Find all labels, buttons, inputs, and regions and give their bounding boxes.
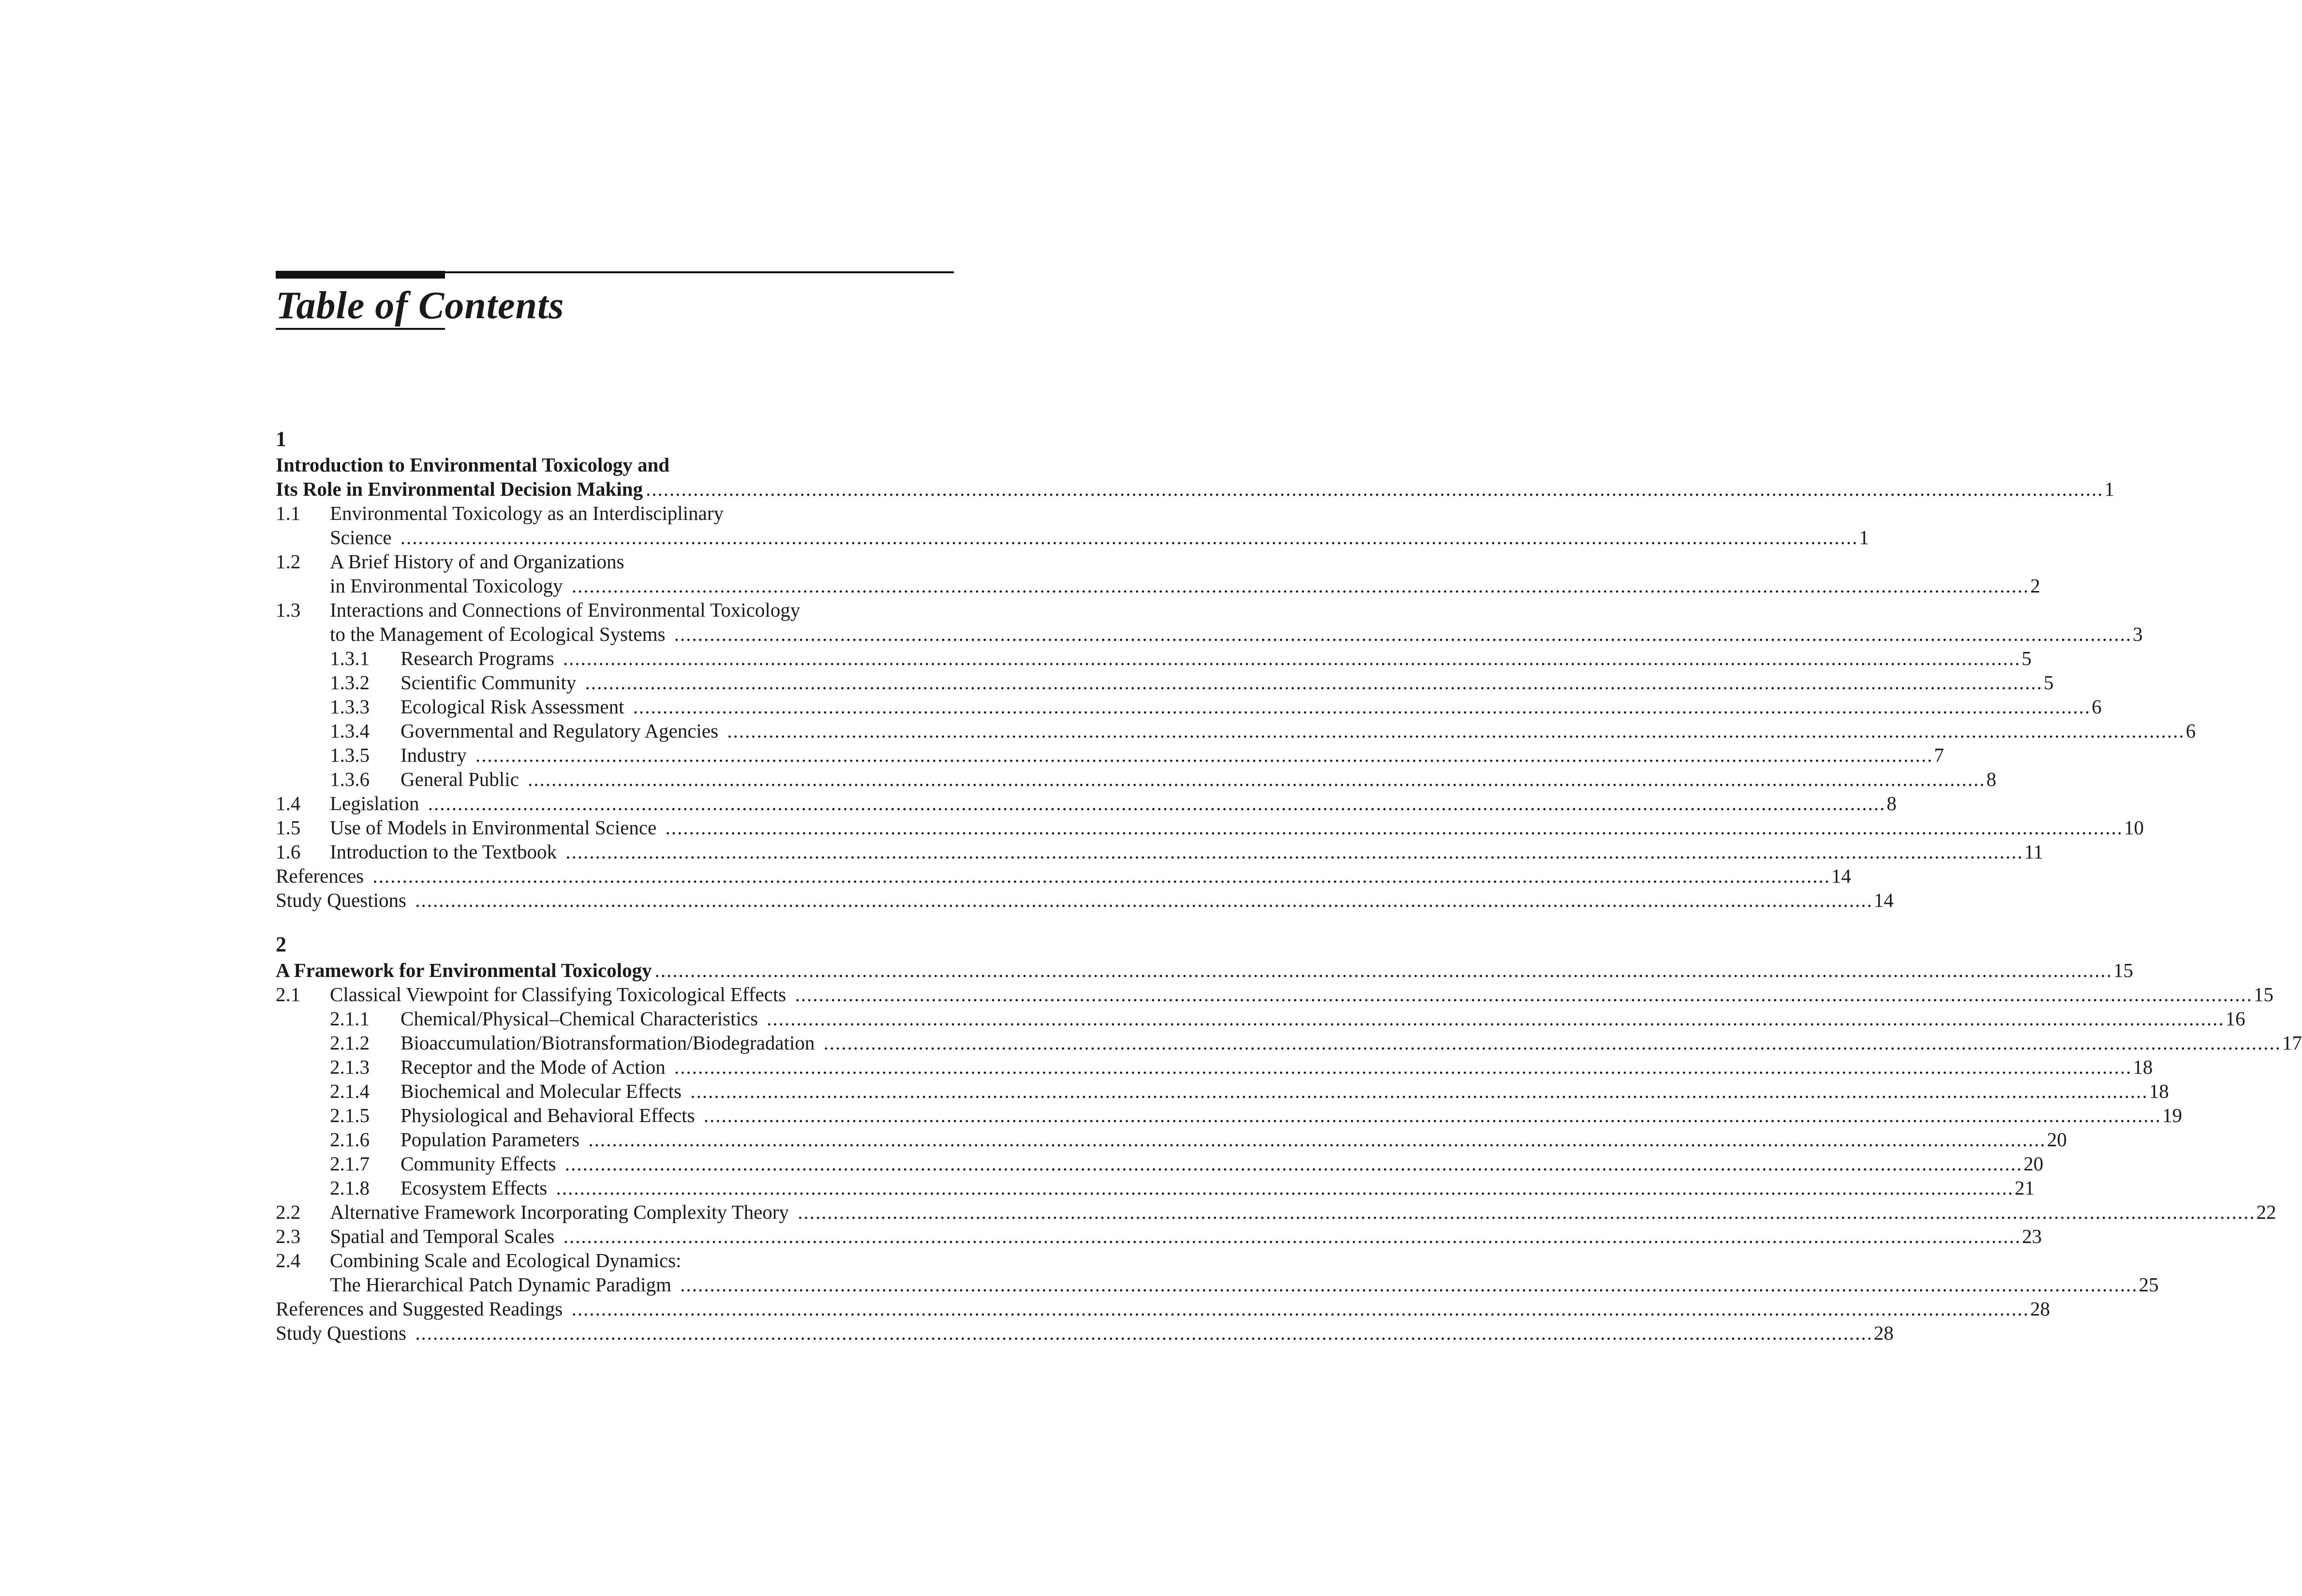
toc-entry[interactable]	[276, 791, 1897, 815]
subsection-number: 1.3.2	[330, 671, 370, 694]
dot-leader: ......................................................................................................................................................................................................................................................	[565, 575, 2030, 597]
toc-entry[interactable]	[276, 864, 1851, 888]
section-title: Spatial and Temporal Scales	[330, 1225, 555, 1247]
page-number: 7	[1934, 744, 1944, 766]
subsection-number: 2.1.7	[330, 1153, 370, 1175]
toc-subentry[interactable]	[276, 646, 2032, 670]
dot-leader: ......................................................................................................................................................................................................................................................	[521, 768, 1986, 790]
page-number: 20	[2047, 1128, 2067, 1151]
subsection-number: 2.1.2	[330, 1032, 370, 1054]
header-rule-thick	[276, 271, 445, 279]
section-number: 2.1	[276, 983, 301, 1005]
section-number: 1.1	[276, 502, 301, 524]
section-title: Use of Models in Environmental Science	[330, 816, 657, 839]
subsection-title: Chemical/Physical–Chemical Characteristics	[401, 1007, 758, 1030]
page-number: 6	[2185, 720, 2196, 742]
dot-leader: ......................................................................................................................................................................................................................................................	[469, 744, 1933, 766]
toc-subentry[interactable]	[276, 1152, 2044, 1176]
section-number: 1.5	[276, 816, 301, 839]
section-title: Legislation	[330, 792, 419, 814]
toc-entry[interactable]	[276, 1297, 2050, 1321]
subsection-title: Physiological and Behavioral Effects	[401, 1104, 695, 1126]
dot-leader: ......................................................................................................................................................................................................................................................	[668, 623, 2132, 645]
dot-leader: ......................................................................................................................................................................................................................................................	[559, 1153, 2023, 1175]
dot-leader: ......................................................................................................................................................................................................................................................	[645, 478, 2104, 500]
subsection-title: Scientific Community	[401, 671, 577, 694]
toc-subentry[interactable]	[276, 1031, 2302, 1055]
page-number: 5	[2021, 647, 2032, 669]
toc-subentry[interactable]	[276, 743, 1944, 767]
section-title: Study Questions	[276, 889, 406, 911]
page-number: 2	[2030, 575, 2040, 597]
toc-entry[interactable]	[276, 1224, 2042, 1248]
chapter-title-text: Introduction to Environmental Toxicology and	[276, 454, 670, 476]
page-number: 18	[2149, 1080, 2169, 1102]
section-title: Alternative Framework Incorporating Complexity Theory	[330, 1201, 789, 1223]
toc-subentry[interactable]	[276, 670, 2054, 695]
toc-entry[interactable]	[276, 815, 2144, 840]
subsection-title: Industry	[401, 744, 467, 766]
subsection-number: 2.1.6	[330, 1128, 370, 1151]
page-number: 6	[2092, 695, 2102, 718]
subsection-number: 2.1.4	[330, 1080, 370, 1102]
page-number: 16	[2225, 1007, 2245, 1030]
section-title: References	[276, 865, 364, 887]
toc-entry-cont[interactable]	[276, 574, 2040, 598]
toc-subentry[interactable]	[276, 1006, 2245, 1031]
subsection-number: 1.3.3	[330, 695, 370, 718]
dot-leader: ......................................................................................................................................................................................................................................................	[654, 959, 2112, 981]
page-number: 22	[2256, 1201, 2276, 1223]
dot-leader: ......................................................................................................................................................................................................................................................	[684, 1080, 2148, 1102]
dot-leader: ......................................................................................................................................................................................................................................................	[791, 1201, 2256, 1223]
dot-leader: ......................................................................................................................................................................................................................................................	[409, 1322, 1873, 1344]
section-number: 2.2	[276, 1201, 301, 1223]
toc-entry-cont[interactable]	[276, 525, 1869, 549]
chapter-number: 1	[276, 427, 286, 451]
subsection-title: Community Effects	[401, 1153, 556, 1175]
section-title: Combining Scale and Ecological Dynamics:	[330, 1249, 682, 1271]
chapter-title-line	[276, 453, 954, 477]
chapter-1-section	[276, 426, 2196, 912]
subsection-number: 1.3.6	[330, 768, 370, 790]
page-number: 28	[2030, 1298, 2050, 1320]
section-title: References and Suggested Readings	[276, 1298, 563, 1320]
dot-leader: ......................................................................................................................................................................................................................................................	[559, 841, 2023, 863]
dot-leader: ......................................................................................................................................................................................................................................................	[367, 865, 1830, 887]
dot-leader: ......................................................................................................................................................................................................................................................	[394, 526, 1858, 548]
page-number: 8	[1886, 792, 1897, 814]
dot-leader: ......................................................................................................................................................................................................................................................	[789, 983, 2253, 1005]
toc-subentry[interactable]	[276, 719, 2196, 743]
subsection-number: 2.1.5	[330, 1104, 370, 1126]
section-title: Introduction to the Textbook	[330, 841, 557, 863]
page-number: 1	[2104, 478, 2114, 500]
dot-leader: ......................................................................................................................................................................................................................................................	[668, 1056, 2132, 1078]
page-number: 28	[1873, 1322, 1894, 1344]
toc-subentry[interactable]	[276, 1079, 2169, 1103]
page-number: 14	[1873, 889, 1894, 911]
section-title: A Brief History of and Organizations	[330, 550, 624, 573]
page-number: 10	[2124, 816, 2144, 839]
toc-entry[interactable]	[276, 501, 954, 525]
dot-leader: ......................................................................................................................................................................................................................................................	[817, 1032, 2282, 1054]
toc-subentry[interactable]	[276, 767, 1997, 791]
toc-entry[interactable]	[276, 1321, 1894, 1345]
toc-entry-cont[interactable]	[276, 1272, 2159, 1297]
page-number: 15	[2253, 983, 2273, 1005]
dot-leader: ......................................................................................................................................................................................................................................................	[557, 1225, 2021, 1247]
chapter-number: 2	[276, 932, 286, 956]
dot-leader: ......................................................................................................................................................................................................................................................	[582, 1128, 2046, 1151]
dot-leader: ......................................................................................................................................................................................................................................................	[698, 1104, 2162, 1126]
page-number: 20	[2023, 1153, 2044, 1175]
page-number: 25	[2139, 1273, 2159, 1296]
section-number: 1.2	[276, 550, 301, 573]
toc-entry[interactable]	[276, 840, 2044, 864]
section-title: Environmental Toxicology as an Interdisciplinary	[330, 502, 724, 524]
toc-entry[interactable]	[276, 982, 2273, 1006]
subsection-title: Biochemical and Molecular Effects	[401, 1080, 682, 1102]
section-title: Classical Viewpoint for Classifying Toxicological Effects	[330, 983, 787, 1005]
section-number: 2.3	[276, 1225, 301, 1247]
subsection-number: 1.3.5	[330, 744, 370, 766]
dot-leader: ......................................................................................................................................................................................................................................................	[550, 1177, 2014, 1199]
section-number: 2.4	[276, 1249, 301, 1271]
title-underline	[276, 328, 445, 330]
chapter-title-text: Its Role in Environmental Decision Making	[276, 478, 643, 500]
dot-leader: ......................................................................................................................................................................................................................................................	[409, 889, 1873, 911]
toc-entry[interactable]	[276, 477, 2114, 501]
subsection-number: 2.1.3	[330, 1056, 370, 1078]
subsection-title: Ecological Risk Assessment	[401, 695, 624, 718]
page-number: 18	[2133, 1056, 2153, 1078]
toc-entry[interactable]	[276, 958, 2133, 982]
page-title: Table of Contents	[276, 284, 564, 327]
toc-entry[interactable]	[276, 549, 954, 574]
section-number: 1.4	[276, 792, 301, 814]
dot-leader: ......................................................................................................................................................................................................................................................	[659, 816, 2123, 839]
toc-entry[interactable]	[276, 888, 1894, 912]
toc-subentry[interactable]	[276, 1176, 2035, 1200]
toc-subentry[interactable]	[276, 1055, 2153, 1079]
page-number: 17	[2282, 1032, 2302, 1054]
page-number: 15	[2113, 959, 2133, 981]
subsection-title: Population Parameters	[401, 1128, 580, 1151]
dot-leader: ......................................................................................................................................................................................................................................................	[627, 695, 2091, 718]
page-number: 5	[2044, 671, 2054, 694]
subsection-number: 1.3.1	[330, 647, 370, 669]
dot-leader: ......................................................................................................................................................................................................................................................	[760, 1007, 2225, 1030]
dot-leader: ......................................................................................................................................................................................................................................................	[557, 647, 2021, 669]
toc-subentry[interactable]	[276, 1127, 2067, 1152]
chapter-2-section	[276, 931, 2302, 1345]
subsection-number: 1.3.4	[330, 720, 370, 742]
subsection-title: Research Programs	[401, 647, 554, 669]
section-title: Study Questions	[276, 1322, 406, 1344]
subsection-number: 2.1.1	[330, 1007, 370, 1030]
page-number: 8	[1986, 768, 1997, 790]
page-number: 19	[2162, 1104, 2183, 1126]
section-title: Interactions and Connections of Environmental Toxicology	[330, 599, 801, 621]
dot-leader: ......................................................................................................................................................................................................................................................	[422, 792, 1886, 814]
toc-subentry[interactable]	[276, 1103, 2183, 1127]
subsection-title: Governmental and Regulatory Agencies	[401, 720, 718, 742]
subsection-title: Ecosystem Effects	[401, 1177, 548, 1199]
dot-leader: ......................................................................................................................................................................................................................................................	[721, 720, 2185, 742]
page-number: 3	[2133, 623, 2143, 645]
page-number: 21	[2015, 1177, 2035, 1199]
page-number: 11	[2024, 841, 2044, 863]
subsection-number: 2.1.8	[330, 1177, 370, 1199]
dot-leader: ......................................................................................................................................................................................................................................................	[579, 671, 2043, 694]
page-number: 1	[1859, 526, 1869, 548]
dot-leader: ......................................................................................................................................................................................................................................................	[674, 1273, 2138, 1296]
subsection-title: General Public	[401, 768, 519, 790]
subsection-title: Receptor and the Mode of Action	[401, 1056, 666, 1078]
dot-leader: ......................................................................................................................................................................................................................................................	[565, 1298, 2029, 1320]
section-title: to the Management of Ecological Systems	[330, 623, 666, 645]
toc-entry[interactable]	[276, 1248, 954, 1272]
section-title: in Environmental Toxicology	[330, 575, 563, 597]
toc-entry[interactable]	[276, 1200, 2276, 1224]
section-title: Science	[330, 526, 392, 548]
page-number: 23	[2022, 1225, 2042, 1247]
toc-subentry[interactable]	[276, 695, 2102, 719]
page-number: 14	[1831, 865, 1851, 887]
toc-entry-cont[interactable]	[276, 622, 2143, 646]
section-number: 1.3	[276, 599, 301, 621]
chapter-title-text: A Framework for Environmental Toxicology	[276, 959, 652, 981]
subsection-title: Bioaccumulation/Biotransformation/Biodegradation	[401, 1032, 815, 1054]
toc-entry[interactable]	[276, 598, 954, 622]
section-title: The Hierarchical Patch Dynamic Paradigm	[330, 1273, 671, 1296]
section-number: 1.6	[276, 841, 301, 863]
